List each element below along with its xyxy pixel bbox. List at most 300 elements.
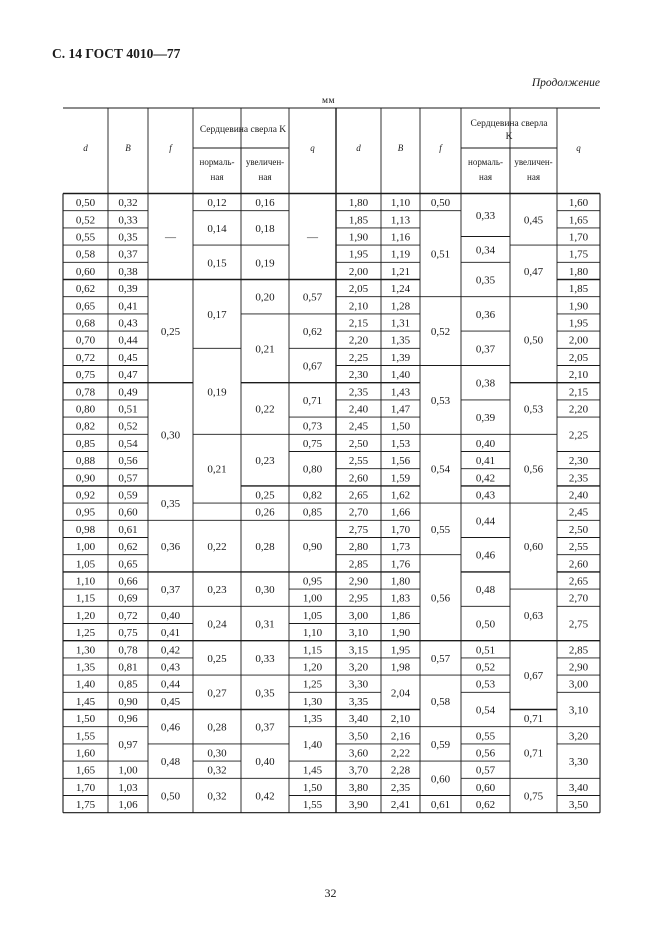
cell-d: 2,60 xyxy=(348,472,369,485)
cell-k-increased: 0,47 xyxy=(523,265,544,278)
cell-d: 1,00 xyxy=(75,541,96,554)
cell-f: 0,57 xyxy=(430,652,451,665)
cell-B: 2,28 xyxy=(390,764,411,777)
unit-label: мм xyxy=(322,96,336,106)
cell-q: 1,60 xyxy=(568,197,589,210)
cell-f: 0,41 xyxy=(160,627,181,640)
cell-k-normal: 0,19 xyxy=(207,386,227,399)
cell-k-increased: 0,26 xyxy=(255,506,275,519)
cell-B: 1,80 xyxy=(390,575,411,588)
cell-d: 0,82 xyxy=(75,420,96,433)
cell-q: 1,00 xyxy=(302,592,323,605)
cell-B: 0,51 xyxy=(118,403,138,416)
cell-k-normal: 0,17 xyxy=(207,308,227,321)
cell-k-increased: 0,71 xyxy=(523,747,544,760)
header-q: q xyxy=(310,143,315,153)
cell-f: 0,48 xyxy=(160,756,181,769)
cell-q: 0,71 xyxy=(302,394,323,407)
cell-q: 3,30 xyxy=(568,756,589,769)
cell-q: 1,90 xyxy=(568,300,589,313)
cell-B: 0,33 xyxy=(118,214,138,227)
cell-B: 1,00 xyxy=(118,764,138,777)
cell-k-increased: 0,45 xyxy=(523,214,544,227)
cell-q: 1,25 xyxy=(302,678,323,691)
cell-k-increased: 0,53 xyxy=(523,403,544,416)
cell-B: 0,97 xyxy=(118,738,138,751)
cell-B: 0,35 xyxy=(118,231,138,244)
cell-q: 0,95 xyxy=(302,575,323,588)
cell-f: 0,52 xyxy=(430,326,451,339)
cell-q: 1,20 xyxy=(302,661,323,674)
cell-f: 0,42 xyxy=(160,644,181,657)
cell-f: 0,44 xyxy=(160,678,181,691)
cell-k-increased: 0,35 xyxy=(255,687,275,700)
cell-d: 3,20 xyxy=(348,661,369,674)
cell-q: 0,75 xyxy=(302,437,323,450)
cell-f: 0,45 xyxy=(160,695,181,708)
cell-q: 0,57 xyxy=(302,291,323,304)
cell-B: 0,54 xyxy=(118,437,138,450)
cell-d: 2,85 xyxy=(348,558,369,571)
cell-q: 2,60 xyxy=(568,558,589,571)
cell-k-normal: 0,27 xyxy=(207,687,227,700)
cell-q: 1,85 xyxy=(568,283,589,296)
cell-d: 0,72 xyxy=(75,351,96,364)
cell-k-normal: 0,22 xyxy=(207,541,227,554)
cell-d: 0,68 xyxy=(75,317,96,330)
cell-d: 0,85 xyxy=(75,437,96,450)
cell-B: 0,39 xyxy=(118,283,138,296)
cell-k-normal: 0,28 xyxy=(207,721,227,734)
cell-q: 2,50 xyxy=(568,523,589,536)
cell-d: 0,50 xyxy=(75,197,96,210)
cell-q: 2,85 xyxy=(568,644,589,657)
cell-f: 0,36 xyxy=(160,541,181,554)
cell-k-normal: 0,57 xyxy=(475,764,496,777)
cell-q: 3,20 xyxy=(568,730,589,743)
cell-f: 0,58 xyxy=(430,695,451,708)
cell-B: 1,59 xyxy=(390,472,411,485)
cell-B: 0,60 xyxy=(118,506,138,519)
cell-k-normal: 0,48 xyxy=(475,584,496,597)
cell-B: 2,04 xyxy=(390,687,411,700)
cell-d: 1,10 xyxy=(75,575,96,588)
cell-f: — xyxy=(165,231,176,244)
cell-d: 3,00 xyxy=(348,609,369,622)
cell-k-normal: 0,55 xyxy=(475,730,496,743)
cell-B: 0,62 xyxy=(118,541,138,554)
header-normal: нормаль- xyxy=(199,157,235,167)
cell-d: 0,65 xyxy=(75,300,96,313)
cell-k-increased: 0,60 xyxy=(523,541,544,554)
cell-q: 1,80 xyxy=(568,265,589,278)
cell-d: 0,78 xyxy=(75,386,96,399)
cell-d: 1,05 xyxy=(75,558,96,571)
cell-k-normal: 0,42 xyxy=(475,472,496,485)
cell-B: 1,40 xyxy=(390,369,411,382)
cell-q: 1,30 xyxy=(302,695,323,708)
cell-B: 0,69 xyxy=(118,592,138,605)
cell-k-normal: 0,41 xyxy=(475,455,496,468)
cell-f: 0,59 xyxy=(430,738,451,751)
cell-q: 1,35 xyxy=(302,713,323,726)
cell-d: 1,80 xyxy=(348,197,369,210)
cell-q: 0,80 xyxy=(302,463,323,476)
cell-B: 0,61 xyxy=(118,523,138,536)
cell-k-increased: 0,31 xyxy=(255,618,275,631)
header-increased: ная xyxy=(527,172,540,182)
cell-k-normal: 0,21 xyxy=(207,463,227,476)
cell-d: 0,90 xyxy=(75,472,96,485)
cell-k-normal: 0,36 xyxy=(475,308,496,321)
cell-B: 1,10 xyxy=(390,197,411,210)
cell-B: 1,95 xyxy=(390,644,411,657)
cell-q: 1,75 xyxy=(568,248,589,261)
cell-d: 1,25 xyxy=(75,627,96,640)
cell-d: 2,95 xyxy=(348,592,369,605)
cell-f: 0,50 xyxy=(430,197,451,210)
cell-B: 0,38 xyxy=(118,265,138,278)
cell-B: 2,22 xyxy=(390,747,411,760)
cell-k-normal: 0,12 xyxy=(207,197,227,210)
cell-q: 1,65 xyxy=(568,214,589,227)
cell-f: 0,43 xyxy=(160,661,181,674)
cell-q: 2,40 xyxy=(568,489,589,502)
cell-d: 3,15 xyxy=(348,644,369,657)
cell-d: 2,80 xyxy=(348,541,369,554)
cell-B: 0,57 xyxy=(118,472,138,485)
cell-d: 2,65 xyxy=(348,489,369,502)
cell-B: 0,66 xyxy=(118,575,138,588)
cell-q: 2,75 xyxy=(568,618,589,631)
cell-k-increased: 0,23 xyxy=(255,455,275,468)
cell-B: 0,56 xyxy=(118,455,138,468)
cell-B: 0,52 xyxy=(118,420,138,433)
cell-d: 0,58 xyxy=(75,248,96,261)
cell-B: 0,41 xyxy=(118,300,138,313)
cell-d: 1,90 xyxy=(348,231,369,244)
cell-B: 1,43 xyxy=(390,386,411,399)
cell-k-increased: 0,16 xyxy=(255,197,275,210)
cell-d: 0,52 xyxy=(75,214,96,227)
cell-d: 0,55 xyxy=(75,231,96,244)
cell-k-normal: 0,14 xyxy=(207,222,227,235)
cell-B: 1,06 xyxy=(118,799,138,812)
cell-k-increased: 0,50 xyxy=(523,334,544,347)
header-core: Сердцевина сверла K xyxy=(199,125,287,135)
cell-d: 1,75 xyxy=(75,799,96,812)
header-d: d xyxy=(83,143,88,153)
cell-d: 3,30 xyxy=(348,678,369,691)
cell-d: 3,60 xyxy=(348,747,369,760)
cell-q: 3,50 xyxy=(568,799,589,812)
cell-k-increased: 0,28 xyxy=(255,541,275,554)
header-normal: нормаль- xyxy=(468,157,503,167)
cell-k-normal: 0,34 xyxy=(475,244,496,257)
cell-f: 0,54 xyxy=(430,463,451,476)
cell-B: 1,98 xyxy=(390,661,411,674)
cell-k-increased: 0,71 xyxy=(523,713,544,726)
cell-d: 2,10 xyxy=(348,300,369,313)
cell-B: 1,62 xyxy=(390,489,411,502)
cell-B: 0,49 xyxy=(118,386,138,399)
cell-q: 0,62 xyxy=(302,326,323,339)
cell-d: 2,45 xyxy=(348,420,369,433)
cell-B: 0,65 xyxy=(118,558,138,571)
cell-B: 1,53 xyxy=(390,437,411,450)
cell-d: 1,60 xyxy=(75,747,96,760)
cell-k-normal: 0,62 xyxy=(475,799,496,812)
cell-f: 0,46 xyxy=(160,721,181,734)
continuation-label: Продолжение xyxy=(531,77,600,89)
cell-f: 0,35 xyxy=(160,498,181,511)
cell-B: 1,13 xyxy=(390,214,411,227)
cell-d: 0,75 xyxy=(75,369,96,382)
header-f: f xyxy=(439,143,442,153)
cell-B: 0,75 xyxy=(118,627,138,640)
cell-k-normal: 0,43 xyxy=(475,489,496,502)
cell-k-normal: 0,15 xyxy=(207,257,227,270)
cell-k-normal: 0,52 xyxy=(475,661,496,674)
header-q: q xyxy=(576,143,581,153)
cell-k-increased: 0,19 xyxy=(255,257,275,270)
cell-k-increased: 0,40 xyxy=(255,756,275,769)
cell-q: 2,90 xyxy=(568,661,589,674)
cell-k-normal: 0,50 xyxy=(475,618,496,631)
cell-k-increased: 0,25 xyxy=(255,489,275,502)
cell-d: 3,80 xyxy=(348,781,369,794)
cell-d: 2,70 xyxy=(348,506,369,519)
cell-f: 0,51 xyxy=(430,248,451,261)
cell-k-normal: 0,44 xyxy=(475,515,496,528)
cell-B: 0,85 xyxy=(118,678,138,691)
cell-k-normal: 0,60 xyxy=(475,781,496,794)
cell-d: 0,92 xyxy=(75,489,96,502)
cell-k-normal: 0,53 xyxy=(475,678,496,691)
cell-d: 2,00 xyxy=(348,265,369,278)
cell-B: 2,10 xyxy=(390,713,411,726)
cell-q: 1,05 xyxy=(302,609,323,622)
cell-B: 1,70 xyxy=(390,523,411,536)
cell-B: 0,47 xyxy=(118,369,138,382)
cell-B: 1,50 xyxy=(390,420,411,433)
cell-k-normal: 0,32 xyxy=(207,764,227,777)
cell-q: 2,15 xyxy=(568,386,589,399)
cell-d: 1,65 xyxy=(75,764,96,777)
header-B: B xyxy=(397,143,404,153)
cell-q: 0,82 xyxy=(302,489,323,502)
cell-q: 2,70 xyxy=(568,592,589,605)
cell-f: 0,37 xyxy=(160,584,181,597)
cell-k-increased: 0,42 xyxy=(255,790,275,803)
cell-k-increased: 0,18 xyxy=(255,222,275,235)
cell-q: 1,45 xyxy=(302,764,323,777)
page-number: 32 xyxy=(324,886,337,900)
header-B: B xyxy=(125,143,131,153)
cell-q: 2,45 xyxy=(568,506,589,519)
cell-q: 1,10 xyxy=(302,627,323,640)
cell-B: 0,37 xyxy=(118,248,138,261)
cell-k-normal: 0,46 xyxy=(475,549,496,562)
cell-d: 2,15 xyxy=(348,317,369,330)
cell-q: — xyxy=(307,231,318,244)
cell-q: 1,55 xyxy=(302,799,323,812)
cell-k-increased: 0,63 xyxy=(523,609,544,622)
cell-B: 2,41 xyxy=(390,799,411,812)
cell-q: 1,40 xyxy=(302,738,323,751)
header-core: Сердцевина сверла xyxy=(470,119,548,129)
cell-B: 1,66 xyxy=(390,506,411,519)
header-normal: ная xyxy=(479,172,492,182)
cell-q: 3,00 xyxy=(568,678,589,691)
cell-k-normal: 0,56 xyxy=(475,747,496,760)
cell-B: 0,90 xyxy=(118,695,138,708)
cell-B: 1,76 xyxy=(390,558,411,571)
cell-f: 0,53 xyxy=(430,394,451,407)
cell-q: 2,00 xyxy=(568,334,589,347)
cell-d: 0,88 xyxy=(75,455,96,468)
header-d: d xyxy=(356,143,361,153)
cell-f: 0,61 xyxy=(430,799,451,812)
cell-d: 2,40 xyxy=(348,403,369,416)
cell-q: 1,15 xyxy=(302,644,323,657)
cell-k-increased: 0,30 xyxy=(255,584,275,597)
cell-B: 1,16 xyxy=(390,231,411,244)
cell-f: 0,60 xyxy=(430,773,451,786)
cell-k-increased: 0,75 xyxy=(523,790,544,803)
cell-q: 2,35 xyxy=(568,472,589,485)
cell-d: 3,40 xyxy=(348,713,369,726)
cell-k-increased: 0,37 xyxy=(255,721,275,734)
cell-k-normal: 0,30 xyxy=(207,747,227,760)
cell-B: 1,56 xyxy=(390,455,411,468)
cell-d: 3,90 xyxy=(348,799,369,812)
cell-d: 1,30 xyxy=(75,644,96,657)
cell-d: 1,45 xyxy=(75,695,96,708)
cell-B: 1,24 xyxy=(390,283,411,296)
cell-k-normal: 0,32 xyxy=(207,790,227,803)
cell-k-normal: 0,39 xyxy=(475,412,496,425)
cell-d: 2,90 xyxy=(348,575,369,588)
cell-B: 0,45 xyxy=(118,351,138,364)
cell-q: 2,10 xyxy=(568,369,589,382)
cell-B: 1,73 xyxy=(390,541,411,554)
cell-B: 1,31 xyxy=(390,317,411,330)
cell-d: 1,40 xyxy=(75,678,96,691)
cell-d: 2,50 xyxy=(348,437,369,450)
cell-q: 1,95 xyxy=(568,317,589,330)
cell-B: 1,47 xyxy=(390,403,411,416)
cell-d: 2,20 xyxy=(348,334,369,347)
cell-q: 1,50 xyxy=(302,781,323,794)
cell-B: 0,59 xyxy=(118,489,138,502)
cell-f: 0,50 xyxy=(160,790,181,803)
cell-B: 1,83 xyxy=(390,592,411,605)
header-core: K xyxy=(505,132,513,142)
cell-k-normal: 0,25 xyxy=(207,652,227,665)
cell-d: 0,70 xyxy=(75,334,96,347)
cell-q: 3,40 xyxy=(568,781,589,794)
cell-q: 2,05 xyxy=(568,351,589,364)
cell-d: 1,15 xyxy=(75,592,96,605)
cell-d: 1,55 xyxy=(75,730,96,743)
cell-k-increased: 0,67 xyxy=(523,670,544,683)
cell-d: 3,10 xyxy=(348,627,369,640)
cell-d: 3,50 xyxy=(348,730,369,743)
cell-d: 2,05 xyxy=(348,283,369,296)
cell-B: 0,78 xyxy=(118,644,138,657)
cell-q: 2,30 xyxy=(568,455,589,468)
cell-d: 3,70 xyxy=(348,764,369,777)
cell-B: 1,28 xyxy=(390,300,411,313)
cell-k-normal: 0,38 xyxy=(475,377,496,390)
cell-d: 1,95 xyxy=(348,248,369,261)
cell-d: 1,50 xyxy=(75,713,96,726)
cell-k-normal: 0,35 xyxy=(475,274,496,287)
cell-B: 1,86 xyxy=(390,609,411,622)
cell-d: 2,30 xyxy=(348,369,369,382)
cell-B: 1,90 xyxy=(390,627,411,640)
cell-B: 0,43 xyxy=(118,317,138,330)
cell-q: 0,90 xyxy=(302,541,323,554)
cell-B: 0,44 xyxy=(118,334,138,347)
cell-f: 0,40 xyxy=(160,609,181,622)
cell-d: 2,55 xyxy=(348,455,369,468)
page-header: С. 14 ГОСТ 4010—77 xyxy=(52,46,181,61)
cell-k-increased: 0,21 xyxy=(255,343,275,356)
cell-d: 0,60 xyxy=(75,265,96,278)
cell-k-normal: 0,51 xyxy=(475,644,496,657)
header-f: f xyxy=(169,143,172,153)
cell-f: 0,56 xyxy=(430,592,451,605)
cell-k-normal: 0,24 xyxy=(207,618,227,631)
cell-k-increased: 0,22 xyxy=(255,403,275,416)
cell-k-increased: 0,56 xyxy=(523,463,544,476)
cell-q: 3,10 xyxy=(568,704,589,717)
cell-k-normal: 0,23 xyxy=(207,584,227,597)
cell-q: 2,65 xyxy=(568,575,589,588)
cell-d: 0,95 xyxy=(75,506,96,519)
cell-B: 1,35 xyxy=(390,334,411,347)
cell-f: 0,30 xyxy=(160,429,181,442)
cell-k-normal: 0,54 xyxy=(475,704,496,717)
cell-B: 0,96 xyxy=(118,713,138,726)
cell-d: 3,35 xyxy=(348,695,369,708)
cell-B: 2,35 xyxy=(390,781,411,794)
cell-d: 2,75 xyxy=(348,523,369,536)
cell-q: 2,25 xyxy=(568,429,589,442)
cell-B: 0,32 xyxy=(118,197,138,210)
cell-B: 0,72 xyxy=(118,609,138,622)
header-increased: увеличен- xyxy=(245,157,285,167)
cell-k-normal: 0,33 xyxy=(475,210,496,222)
header-normal: ная xyxy=(210,172,224,182)
cell-d: 0,62 xyxy=(75,283,96,296)
cell-k-normal: 0,37 xyxy=(475,343,496,356)
cell-q: 0,85 xyxy=(302,506,323,519)
cell-d: 1,20 xyxy=(75,609,96,622)
cell-f: 0,55 xyxy=(430,523,451,536)
cell-B: 1,21 xyxy=(390,265,411,278)
cell-d: 1,85 xyxy=(348,214,369,227)
cell-B: 0,81 xyxy=(118,661,138,674)
cell-q: 2,20 xyxy=(568,403,589,416)
cell-B: 1,19 xyxy=(390,248,411,261)
cell-f: 0,25 xyxy=(160,326,181,339)
cell-q: 0,73 xyxy=(302,420,323,433)
cell-d: 2,25 xyxy=(348,351,369,364)
cell-q: 0,67 xyxy=(302,360,323,373)
